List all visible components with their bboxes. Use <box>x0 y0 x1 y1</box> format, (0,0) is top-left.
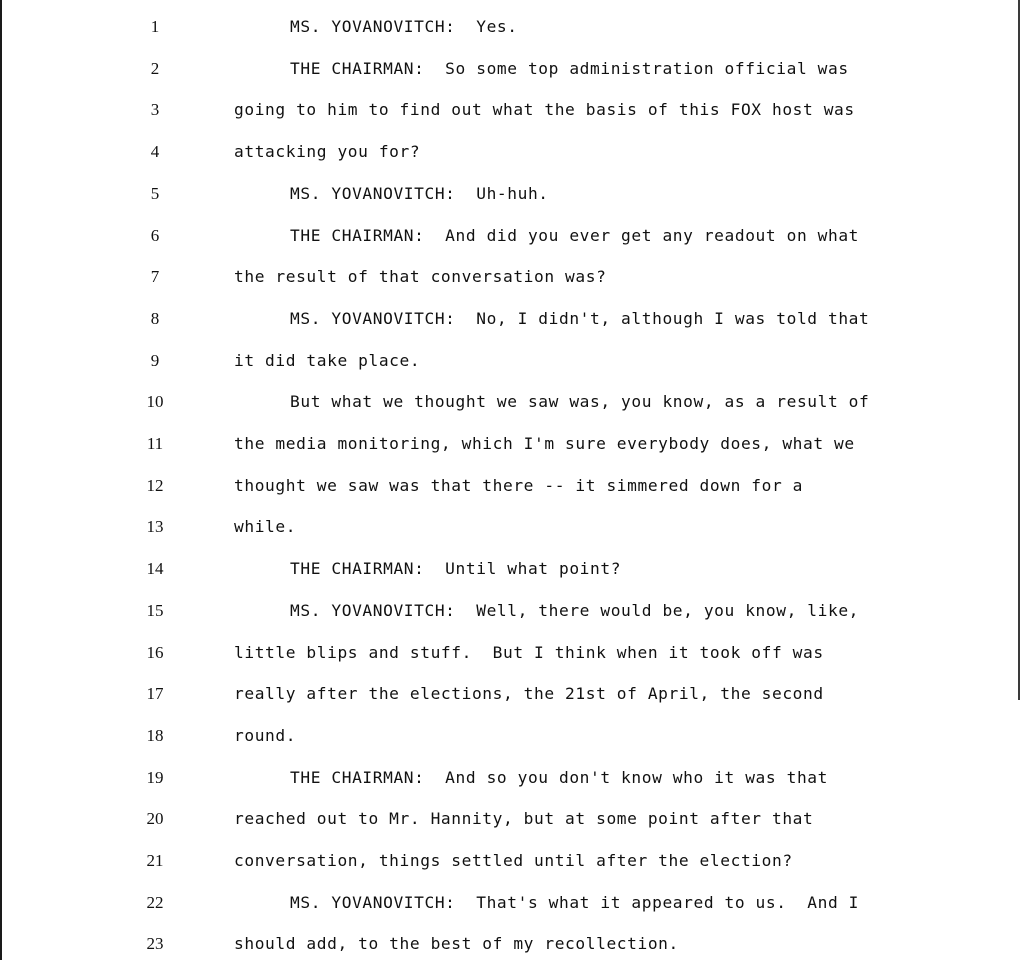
line-text: MS. YOVANOVITCH: Well, there would be, you know, like, <box>290 600 860 620</box>
line-number: 5 <box>150 183 160 203</box>
line-number: 23 <box>146 934 164 954</box>
line-number: 11 <box>146 434 164 453</box>
transcript-line <box>0 262 1024 292</box>
line-number: 14 <box>146 559 164 579</box>
transcript-line <box>0 888 1024 918</box>
line-number: 6 <box>150 225 160 245</box>
line-text: reached out to Mr. Hannity, but at some point after that <box>234 809 814 829</box>
transcript-line <box>0 512 1024 542</box>
transcript-line <box>0 554 1024 584</box>
transcript-line <box>0 429 1024 459</box>
line-number: 16 <box>146 642 164 662</box>
line-text: MS. YOVANOVITCH: No, I didn't, although I was told that <box>290 308 870 328</box>
line-number: 2 <box>150 58 160 78</box>
line-text: should add, to the best of my recollection. <box>234 934 679 954</box>
transcript-line <box>0 804 1024 834</box>
transcript-line <box>0 387 1024 417</box>
line-number: 17 <box>146 684 164 704</box>
line-number: 20 <box>146 809 164 829</box>
transcript-line <box>0 179 1024 209</box>
line-text: But what we thought we saw was, you know, as a result of <box>290 392 870 412</box>
line-text: attacking you for? <box>234 142 421 162</box>
transcript-line <box>0 137 1024 167</box>
line-text: conversation, things settled until after the election? <box>234 851 793 870</box>
transcript-line <box>0 929 1024 959</box>
transcript-line <box>0 12 1024 42</box>
line-text: it did take place. <box>234 350 421 370</box>
transcript-line <box>0 721 1024 751</box>
transcript-line <box>0 846 1024 876</box>
line-text: round. <box>234 725 297 745</box>
transcript-line <box>0 304 1024 334</box>
line-number: 12 <box>146 475 164 495</box>
line-number: 13 <box>146 517 164 537</box>
line-text: the media monitoring, which I'm sure everybody does, what we <box>234 434 855 453</box>
line-number: 21 <box>146 851 164 870</box>
line-number: 7 <box>150 267 160 287</box>
line-text: MS. YOVANOVITCH: That's what it appeared to us. And I <box>290 892 860 912</box>
line-text: THE CHAIRMAN: So some top administration official was <box>290 58 849 78</box>
line-number: 4 <box>150 142 160 162</box>
line-text: the result of that conversation was? <box>234 267 607 287</box>
line-number: 3 <box>150 100 160 120</box>
line-number: 8 <box>150 308 160 328</box>
transcript-line <box>0 471 1024 501</box>
line-number: 9 <box>150 350 160 370</box>
line-text: MS. YOVANOVITCH: Uh-huh. <box>290 183 549 203</box>
line-number: 10 <box>146 392 164 412</box>
transcript-line <box>0 679 1024 709</box>
line-number: 1 <box>150 17 160 36</box>
transcript-line <box>0 221 1024 251</box>
transcript-line <box>0 763 1024 793</box>
transcript-line <box>0 54 1024 84</box>
line-number: 15 <box>146 600 164 620</box>
transcript-line <box>0 596 1024 626</box>
line-text: THE CHAIRMAN: Until what point? <box>290 559 622 579</box>
line-number: 19 <box>146 767 164 787</box>
line-text: MS. YOVANOVITCH: Yes. <box>290 17 518 36</box>
line-text: little blips and stuff. But I think when it took off was <box>234 642 824 662</box>
transcript-line <box>0 638 1024 668</box>
line-text: going to him to find out what the basis of this FOX host was <box>234 100 855 120</box>
transcript-line <box>0 95 1024 125</box>
line-number: 22 <box>146 892 164 912</box>
transcript-line <box>0 346 1024 376</box>
line-text: THE CHAIRMAN: And so you don't know who it was that <box>290 767 828 787</box>
line-number: 18 <box>146 725 164 745</box>
line-text: really after the elections, the 21st of April, the second <box>234 684 824 704</box>
line-text: while. <box>234 517 297 537</box>
line-text: THE CHAIRMAN: And did you ever get any readout on what <box>290 225 860 245</box>
line-text: thought we saw was that there -- it simmered down for a <box>234 475 804 495</box>
